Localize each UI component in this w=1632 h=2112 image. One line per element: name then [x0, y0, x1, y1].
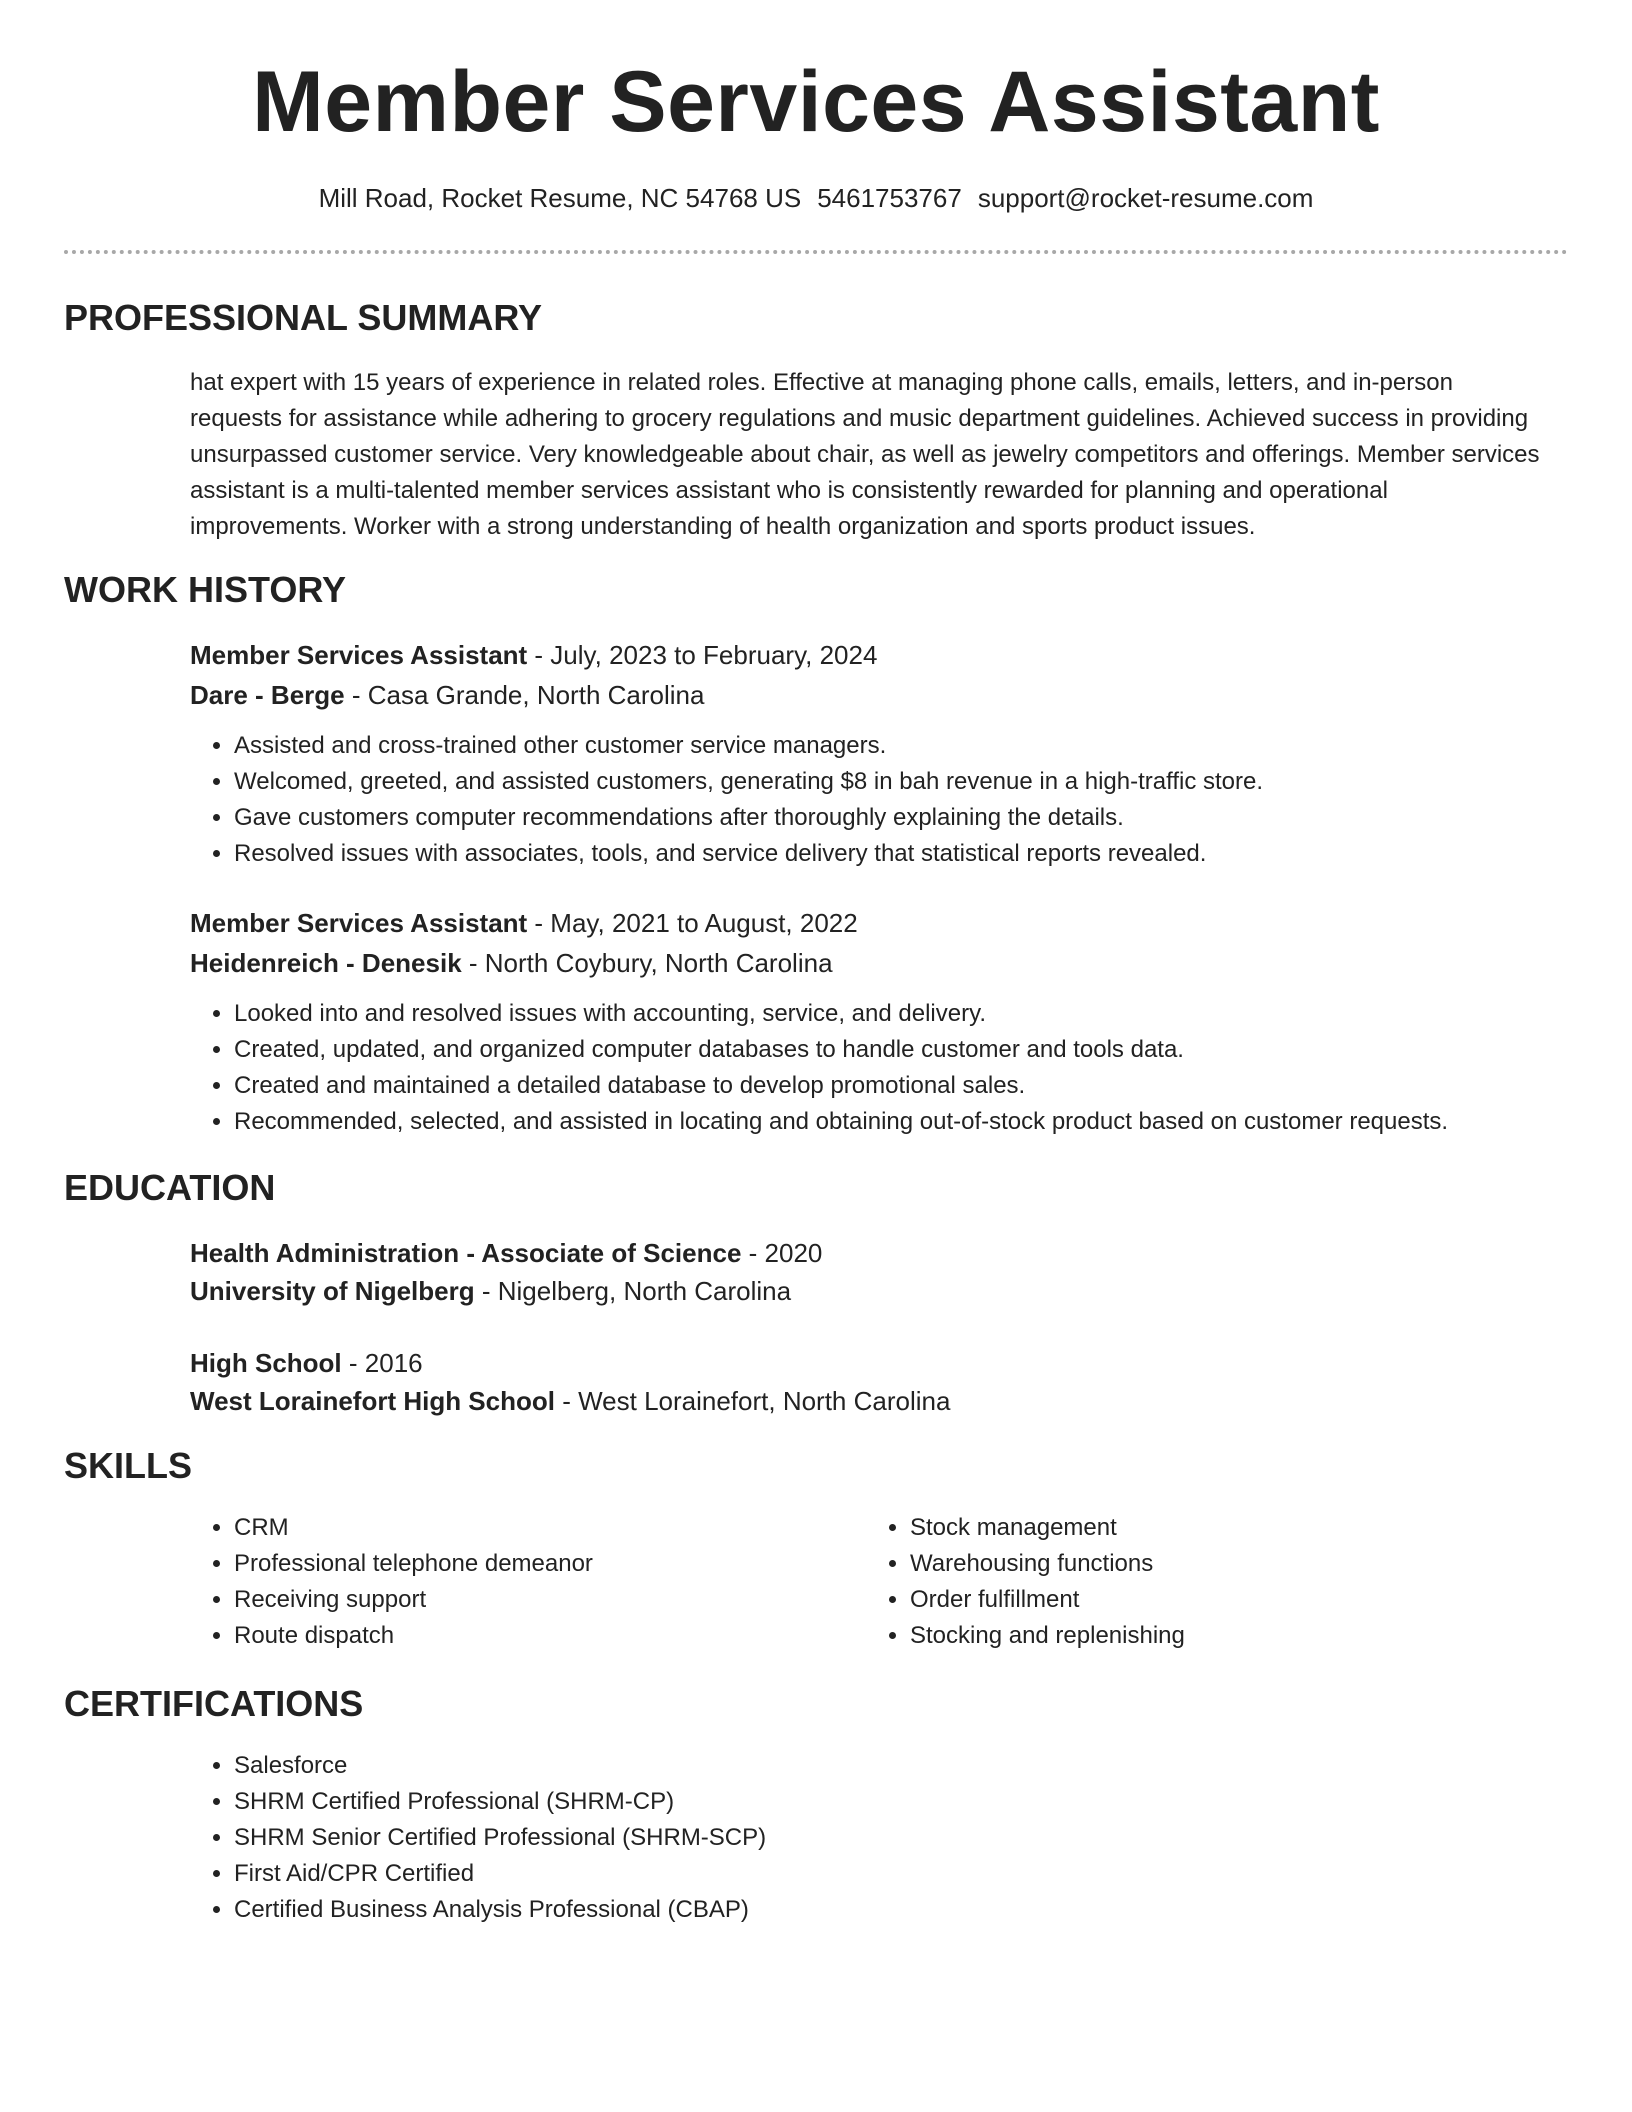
list-item: • Created and maintained a detailed database to develop promotional sales. — [234, 1068, 1604, 1104]
summary-heading: PROFESSIONAL SUMMARY — [64, 297, 543, 338]
education-2-school: West Lorainefort High School — [190, 1386, 555, 1416]
job-2-location: - North Coybury, North Carolina — [461, 948, 833, 978]
header-divider — [64, 250, 1568, 254]
contact-email: support@rocket-resume.com — [977, 183, 1314, 213]
job-2-dates: - May, 2021 to August, 2022 — [527, 908, 858, 938]
education-1-school: University of Nigelberg — [190, 1276, 475, 1306]
job-2-title-line — [190, 904, 1550, 942]
list-item: • Warehousing functions — [910, 1546, 1510, 1582]
skills-left-column — [190, 1510, 834, 1654]
list-item: • Professional telephone demeanor — [234, 1546, 834, 1582]
list-item: • Looked into and resolved issues with accounting, service, and delivery. — [234, 996, 1604, 1032]
job-1-location: - Casa Grande, North Carolina — [344, 680, 705, 710]
list-item: • CRM — [234, 1510, 834, 1546]
contact-phone: 5461753767 — [817, 183, 962, 213]
job-1-company-line — [190, 676, 1550, 714]
job-1-title-line — [190, 636, 1550, 674]
job-1-role: Member Services Assistant — [190, 640, 528, 670]
education-2-school-line — [190, 1382, 1550, 1420]
certifications-list — [190, 1748, 1604, 1928]
list-item: • Stocking and replenishing — [910, 1618, 1510, 1654]
education-1-location: - Nigelberg, North Carolina — [474, 1276, 792, 1306]
list-item: • SHRM Senior Certified Professional (SHRM-SCP) — [234, 1820, 1604, 1856]
list-item: • Receiving support — [234, 1582, 834, 1618]
list-item: • Recommended, selected, and assisted in locating and obtaining out-of-stock product based on customer requests. — [234, 1104, 1604, 1140]
list-item: • First Aid/CPR Certified — [234, 1856, 1604, 1892]
contact-address: Mill Road, Rocket Resume, NC 54768 US — [318, 183, 802, 213]
contact-line — [0, 180, 1632, 216]
list-item: • Salesforce — [234, 1748, 1604, 1784]
skills-heading: SKILLS — [64, 1445, 193, 1486]
candidate-name: Member Services Assistant — [252, 54, 1380, 150]
education-2-year: - 2016 — [341, 1348, 423, 1378]
job-1-company: Dare - Berge — [190, 680, 345, 710]
education-1-school-line — [190, 1272, 1550, 1310]
list-item: • Created, updated, and organized computer databases to handle customer and tools data. — [234, 1032, 1604, 1068]
job-2-role: Member Services Assistant — [190, 908, 528, 938]
certifications-heading: CERTIFICATIONS — [64, 1683, 364, 1724]
education-2-degree-line — [190, 1344, 1550, 1382]
summary-text: hat expert with 15 years of experience in related roles. Effective at managing phone calls, emails, letters, and in-person requests for assistance while adhering to grocery regulations and music department guidelines. Achieved success in providing unsurpassed customer service. Very knowledgeable about chair, as well as jewelry competitors and offerings. Member services assistant is a multi-talented member services assistant who is consistently rewarded for planning and operational improvements. Worker with a strong understanding of health organization and sports product issues. — [190, 369, 1540, 540]
education-1-degree: Health Administration - Associate of Science — [190, 1238, 742, 1268]
skills-right-column — [866, 1510, 1510, 1654]
job-2-bullets — [190, 996, 1604, 1140]
list-item: • Route dispatch — [234, 1618, 834, 1654]
list-item: • Order fulfillment — [910, 1582, 1510, 1618]
list-item: • Assisted and cross-trained other customer service managers. — [234, 728, 1604, 764]
work-history-heading: WORK HISTORY — [64, 569, 347, 610]
list-item: • Resolved issues with associates, tools, and service delivery that statistical reports revealed. — [234, 836, 1604, 872]
job-1-bullets — [190, 728, 1604, 872]
list-item: • Stock management — [910, 1510, 1510, 1546]
list-item: • Certified Business Analysis Professional (CBAP) — [234, 1892, 1604, 1928]
education-2-location: - West Lorainefort, North Carolina — [554, 1386, 951, 1416]
education-1-degree-line — [190, 1234, 1550, 1272]
job-2-company-line — [190, 944, 1550, 982]
job-1-dates: - July, 2023 to February, 2024 — [527, 640, 878, 670]
education-2-degree: High School — [190, 1348, 342, 1378]
list-item: • SHRM Certified Professional (SHRM-CP) — [234, 1784, 1604, 1820]
list-item: • Gave customers computer recommendations after thoroughly explaining the details. — [234, 800, 1604, 836]
job-2-company: Heidenreich - Denesik — [190, 948, 462, 978]
list-item: • Welcomed, greeted, and assisted customers, generating $8 in bah revenue in a high-traffic store. — [234, 764, 1604, 800]
education-1-year: - 2020 — [741, 1238, 823, 1268]
education-heading: EDUCATION — [64, 1167, 276, 1208]
